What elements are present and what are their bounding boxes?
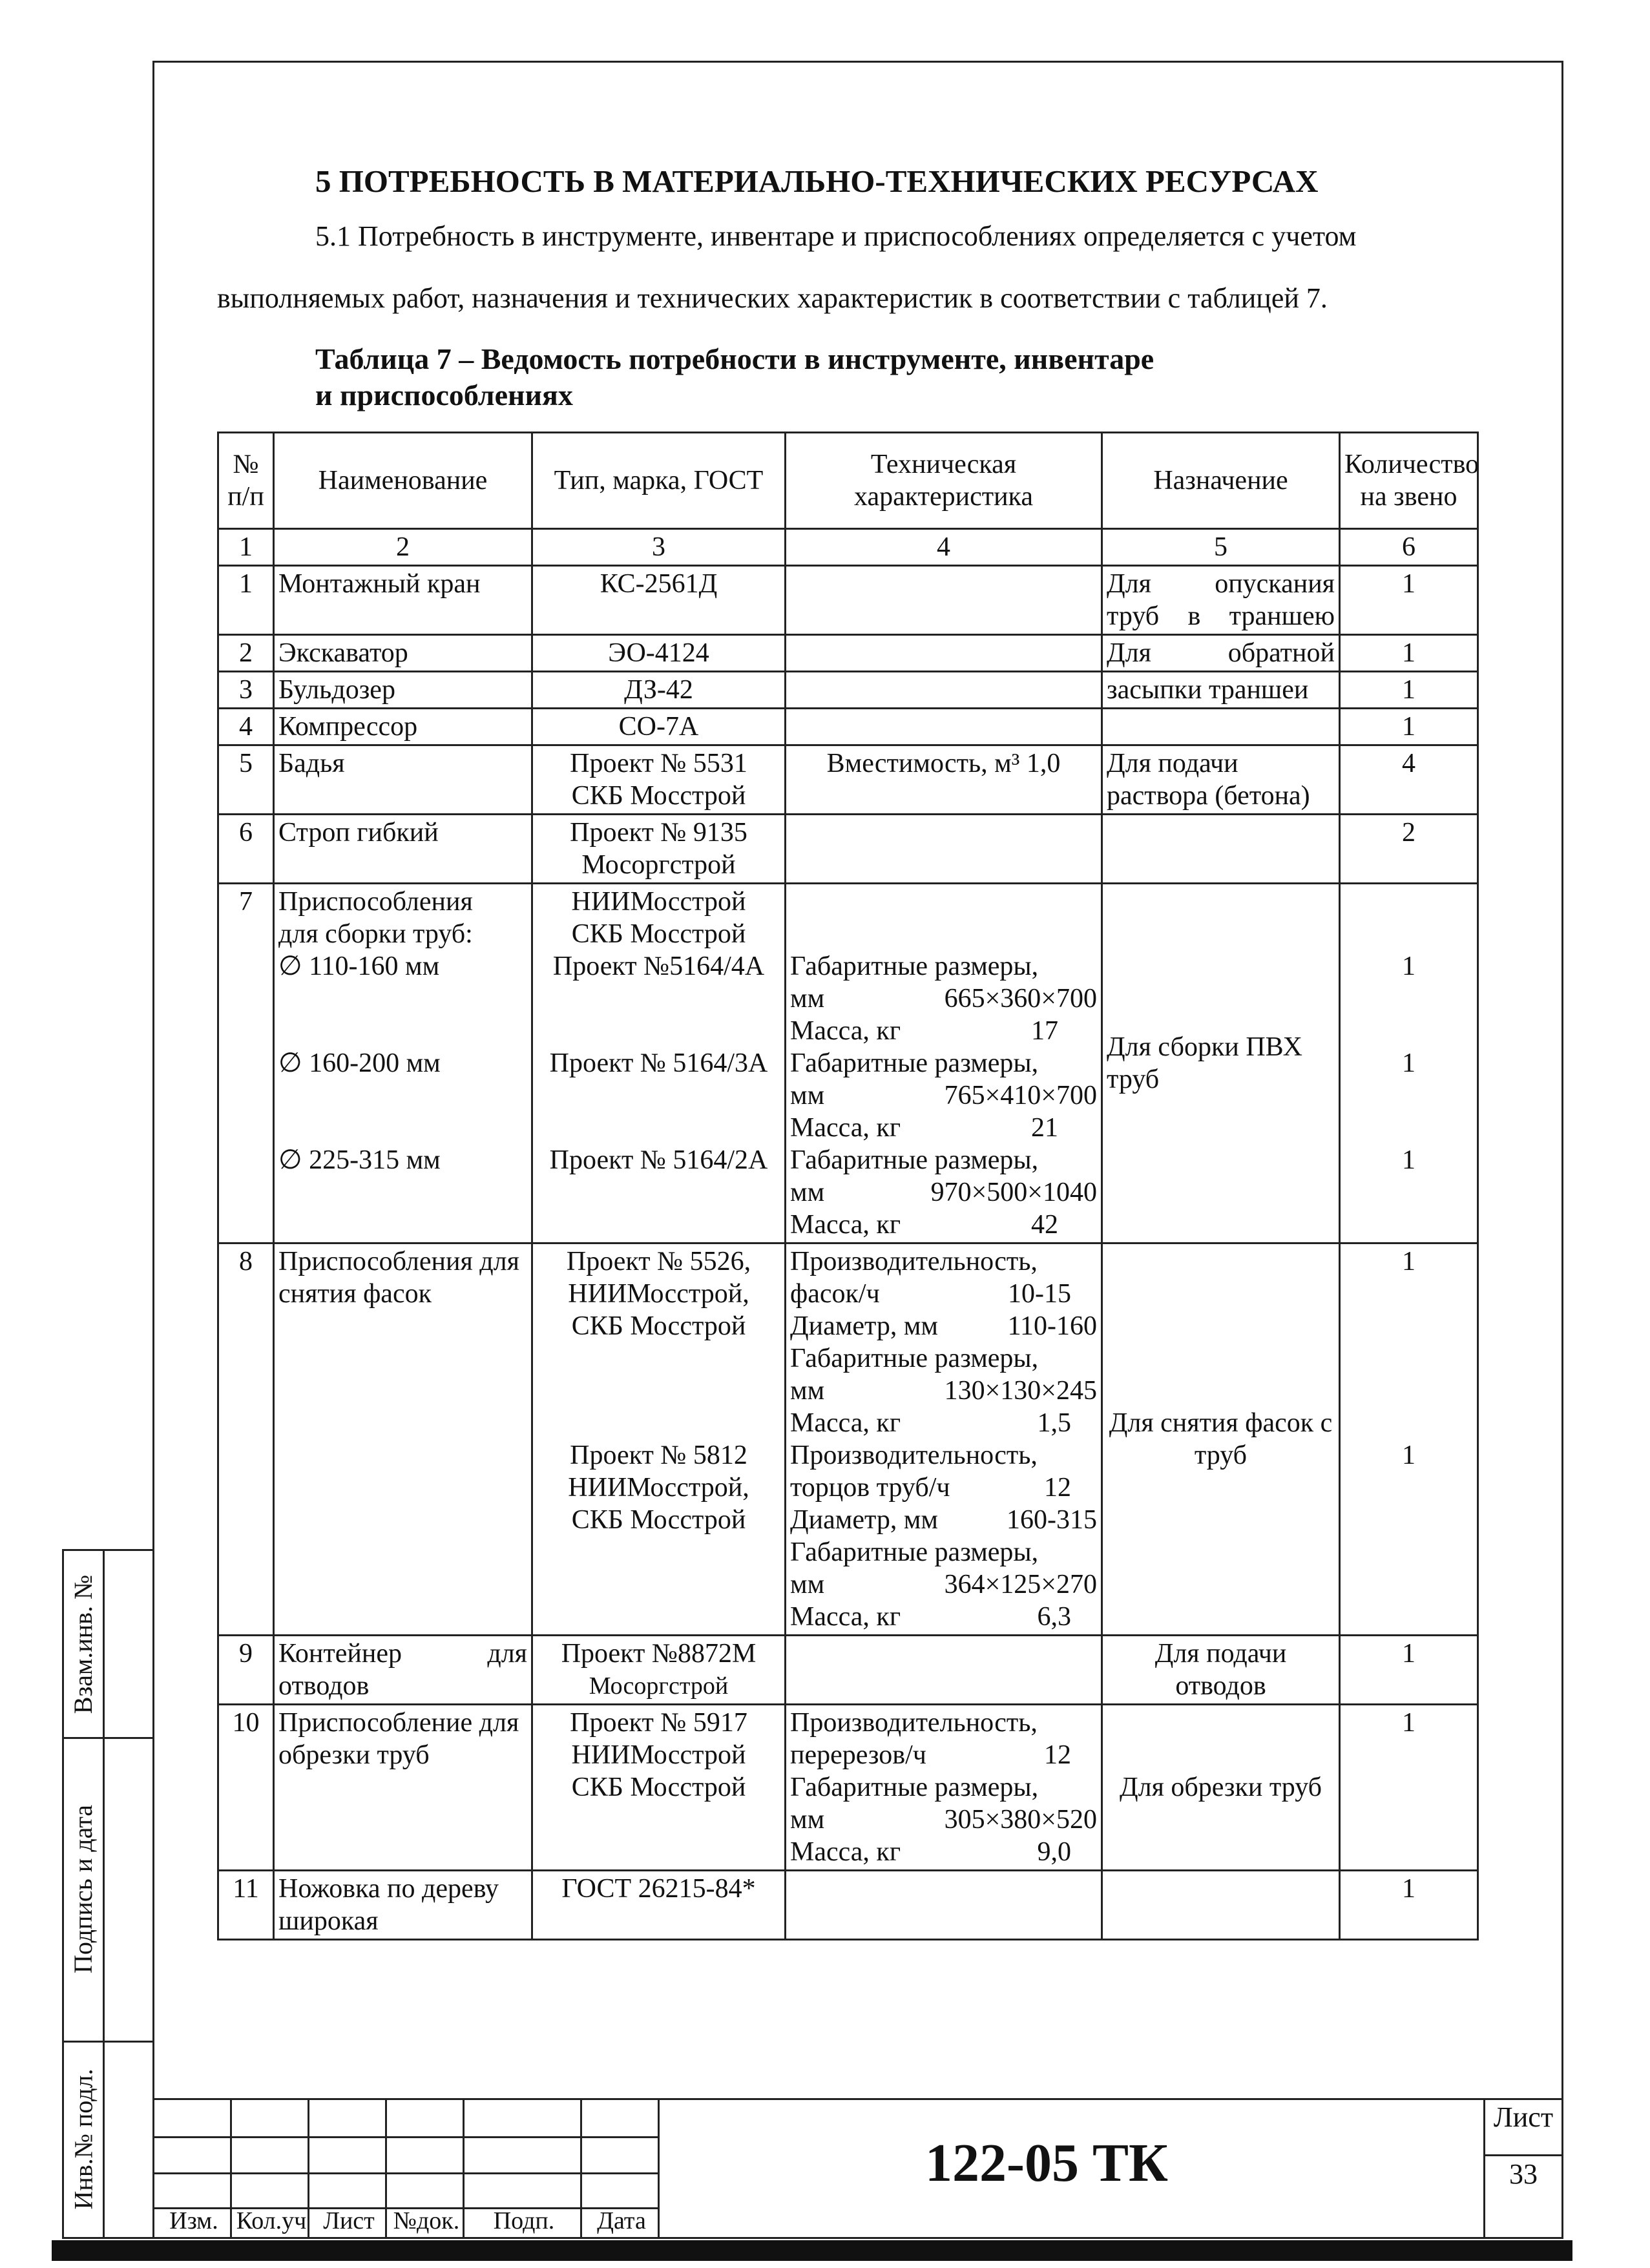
header-name: Наименование xyxy=(274,433,532,529)
col-number: 4 xyxy=(786,529,1102,566)
side-label-inv: Инв.№ подл. xyxy=(68,2068,98,2209)
header-num: № п/п xyxy=(218,433,274,529)
table-row: 9 Контейнер для отводов Проект №8872М Мосоргстрой Для подачи отводов 1 xyxy=(218,1636,1478,1705)
stamp-column-label: Лист xyxy=(323,2207,375,2234)
table-row: 11 Ножовка по дереву широкая ГОСТ 26215-84* 1 xyxy=(218,1871,1478,1940)
table-row: 2 Экскаватор ЭО-4124 Для обратной 1 xyxy=(218,635,1478,672)
table-caption: Таблица 7 – Ведомость потребности в инструменте, инвентаре и приспособлениях xyxy=(315,342,1154,411)
header-qty: Количество на звено xyxy=(1340,433,1478,529)
table-row: 1 Монтажный кран КС-2561Д Для опускания труб в траншею 1 xyxy=(218,566,1478,635)
needs-table xyxy=(217,432,1479,1940)
scan-edge-bar xyxy=(52,2240,1572,2261)
header-type: Тип, марка, ГОСТ xyxy=(532,433,786,529)
col-number: 5 xyxy=(1102,529,1340,566)
document-code: 122-05 ТК xyxy=(925,2133,1168,2193)
col-number: 6 xyxy=(1340,529,1478,566)
table-row: 4 Компрессор СО-7А 1 xyxy=(218,709,1478,745)
stamp-column-label: Подп. xyxy=(493,2207,555,2234)
side-label-zam: Взам.инв. № xyxy=(68,1574,98,1714)
header-purpose: Назначение xyxy=(1102,433,1340,529)
side-label-podpis: Подпись и дата xyxy=(68,1804,98,1973)
col-number: 2 xyxy=(274,529,532,566)
sheet-label: Лист xyxy=(1493,2101,1554,2133)
stamp-column-label: Изм. xyxy=(169,2207,218,2234)
table-row: 10 Приспособление для обрезки труб Проект № 5917 НИИМосстрой СКБ Мосстрой Производительность, перерезов/ч 12 Габаритные размеры, мм 305×380×520 Масса, кг 9,0 Для обрезки труб 1 xyxy=(218,1705,1478,1871)
section-heading: 5 ПОТРЕБНОСТЬ В МАТЕРИАЛЬНО-ТЕХНИЧЕСКИХ РЕСУРСАХ xyxy=(315,163,1319,199)
column-number-row xyxy=(218,529,1478,566)
table-row: 7 Приспособления для сборки труб: ∅ 110-160 мм ∅ 160-200 мм ∅ 225-315 мм НИИМосстрой СКБ Мосстрой Проект №5164/4А Проект № 5164/3А Проект № 5164/2А Габаритные размеры, мм 665×360×700 Масса, кг 17 Габаритные размеры, мм 765×410×700 Масса, кг 21 Габаритные размеры, мм 970×500×1040 Масса, кг 42 Для сборки ПВХ труб 1 1 1 xyxy=(218,884,1478,1243)
header-spec: Техническая характеристика xyxy=(786,433,1102,529)
intro-line-1: 5.1 Потребность в инструменте, инвентаре и приспособлениях определяется с учетом xyxy=(315,220,1357,252)
stamp-column-label: №док. xyxy=(393,2207,460,2234)
table-row: 6 Строп гибкий Проект № 9135 Мосоргстрой 2 xyxy=(218,815,1478,884)
table-row: 5 Бадья Проект № 5531 СКБ Мосстрой Вместимость, м³ 1,0 Для подачи раствора (бетона) 4 xyxy=(218,745,1478,815)
col-number: 1 xyxy=(218,529,274,566)
table-row: 3 Бульдозер ДЗ-42 засыпки траншеи 1 xyxy=(218,672,1478,709)
stamp-column-label: Кол.уч xyxy=(236,2207,307,2234)
table-header-row xyxy=(218,433,1478,529)
stamp-column-label: Дата xyxy=(597,2207,646,2234)
table-row: 8 Приспособления для снятия фасок Проект № 5526, НИИМосстрой, СКБ Мосстрой Проект № 5812 НИИМосстрой, СКБ Мосстрой Производительность, фасок/ч 10-15 Диаметр, мм 110-160 Габаритные размеры, мм 130×130×245 Масса, кг 1,5 Производительность, торцов труб/ч 12 Диаметр, мм 160-315 Габаритные размеры, мм 364×125×270 Масса, кг 6,3 Для снятия фасок с труб 1 1 xyxy=(218,1243,1478,1636)
col-number: 3 xyxy=(532,529,786,566)
side-stamp-strip xyxy=(62,1549,152,2239)
sheet-number: 33 xyxy=(1509,2158,1538,2190)
intro-line-2: выполняемых работ, назначения и технических характеристик в соответствии с таблицей 7. xyxy=(217,282,1328,314)
